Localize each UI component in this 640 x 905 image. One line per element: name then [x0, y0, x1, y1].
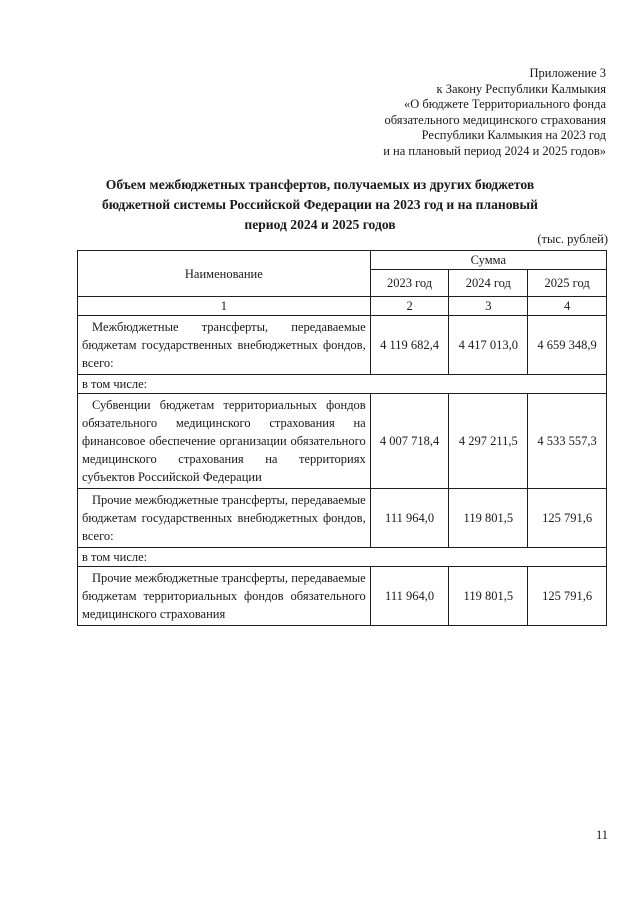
table-row — [78, 567, 607, 626]
row-name — [78, 316, 371, 375]
title-line: Объем межбюджетных трансфертов, получаемых из других бюджетов — [105, 177, 535, 192]
row-value: 125 791,6 — [528, 567, 607, 626]
page-number: 11 — [595, 828, 608, 842]
appendix-header — [306, 66, 606, 160]
row-value: 4 119 682,4 — [370, 316, 449, 375]
table-row — [78, 548, 607, 567]
table-row — [78, 316, 607, 375]
row-value: 4 659 348,9 — [528, 316, 607, 375]
row-value: 119 801,5 — [449, 489, 528, 548]
column-index: 1 — [78, 297, 371, 316]
appendix-line: Республики Калмыкия на 2023 год — [421, 128, 606, 143]
row-name-text: Межбюджетные трансферты, передаваемые бюджетам государственных внебюджетных фондов, всего: — [82, 320, 366, 370]
document-title — [90, 175, 550, 235]
column-index: 4 — [528, 297, 607, 316]
transfers-table — [77, 250, 607, 626]
row-value: 4 533 557,3 — [528, 394, 607, 489]
row-value: 4 417 013,0 — [449, 316, 528, 375]
column-header-sum: Сумма — [370, 251, 606, 270]
row-subheading: в том числе: — [78, 375, 607, 394]
column-header-year: 2024 год — [449, 270, 528, 297]
column-header-year: 2025 год — [528, 270, 607, 297]
row-value: 111 964,0 — [370, 567, 449, 626]
appendix-line: Приложение 3 — [529, 66, 606, 80]
row-value: 125 791,6 — [528, 489, 607, 548]
row-value: 4 297 211,5 — [449, 394, 528, 489]
row-name-text: Прочие межбюджетные трансферты, передаваемые бюджетам государственных внебюджетных фондов, всего: — [82, 493, 366, 543]
table-row — [78, 489, 607, 548]
row-name-text: Прочие межбюджетные трансферты, передаваемые бюджетам территориальных фондов обязательного медицинского страхования — [82, 571, 366, 621]
column-header-name: Наименование — [78, 251, 371, 297]
row-value: 4 007 718,4 — [370, 394, 449, 489]
row-name — [78, 567, 371, 626]
row-subheading: в том числе: — [78, 548, 607, 567]
title-line: бюджетной системы Российской Федерации на 2023 год и на плановый — [101, 197, 539, 212]
table-index-row — [78, 297, 607, 316]
units-label: (тыс. рублей) — [537, 232, 608, 246]
title-line: период 2024 и 2025 годов — [244, 217, 396, 232]
column-index: 2 — [370, 297, 449, 316]
appendix-line: «О бюджете Территориального фонда — [403, 97, 606, 112]
row-value: 111 964,0 — [370, 489, 449, 548]
column-index: 3 — [449, 297, 528, 316]
row-value: 119 801,5 — [449, 567, 528, 626]
column-header-year: 2023 год — [370, 270, 449, 297]
row-name — [78, 489, 371, 548]
appendix-line: и на плановый период 2024 и 2025 годов» — [383, 143, 606, 158]
table-row — [78, 394, 607, 489]
row-name-text: Субвенции бюджетам территориальных фондов обязательного медицинского страхования на финансовое обеспечение организации обязательного медицинского страхования на территориях субъектов Российской Федерации — [82, 398, 366, 484]
table-header-row — [78, 251, 607, 270]
table-row — [78, 375, 607, 394]
appendix-line: к Закону Республики Калмыкия — [436, 81, 606, 96]
row-name — [78, 394, 371, 489]
appendix-line: обязательного медицинского страхования — [384, 112, 606, 127]
